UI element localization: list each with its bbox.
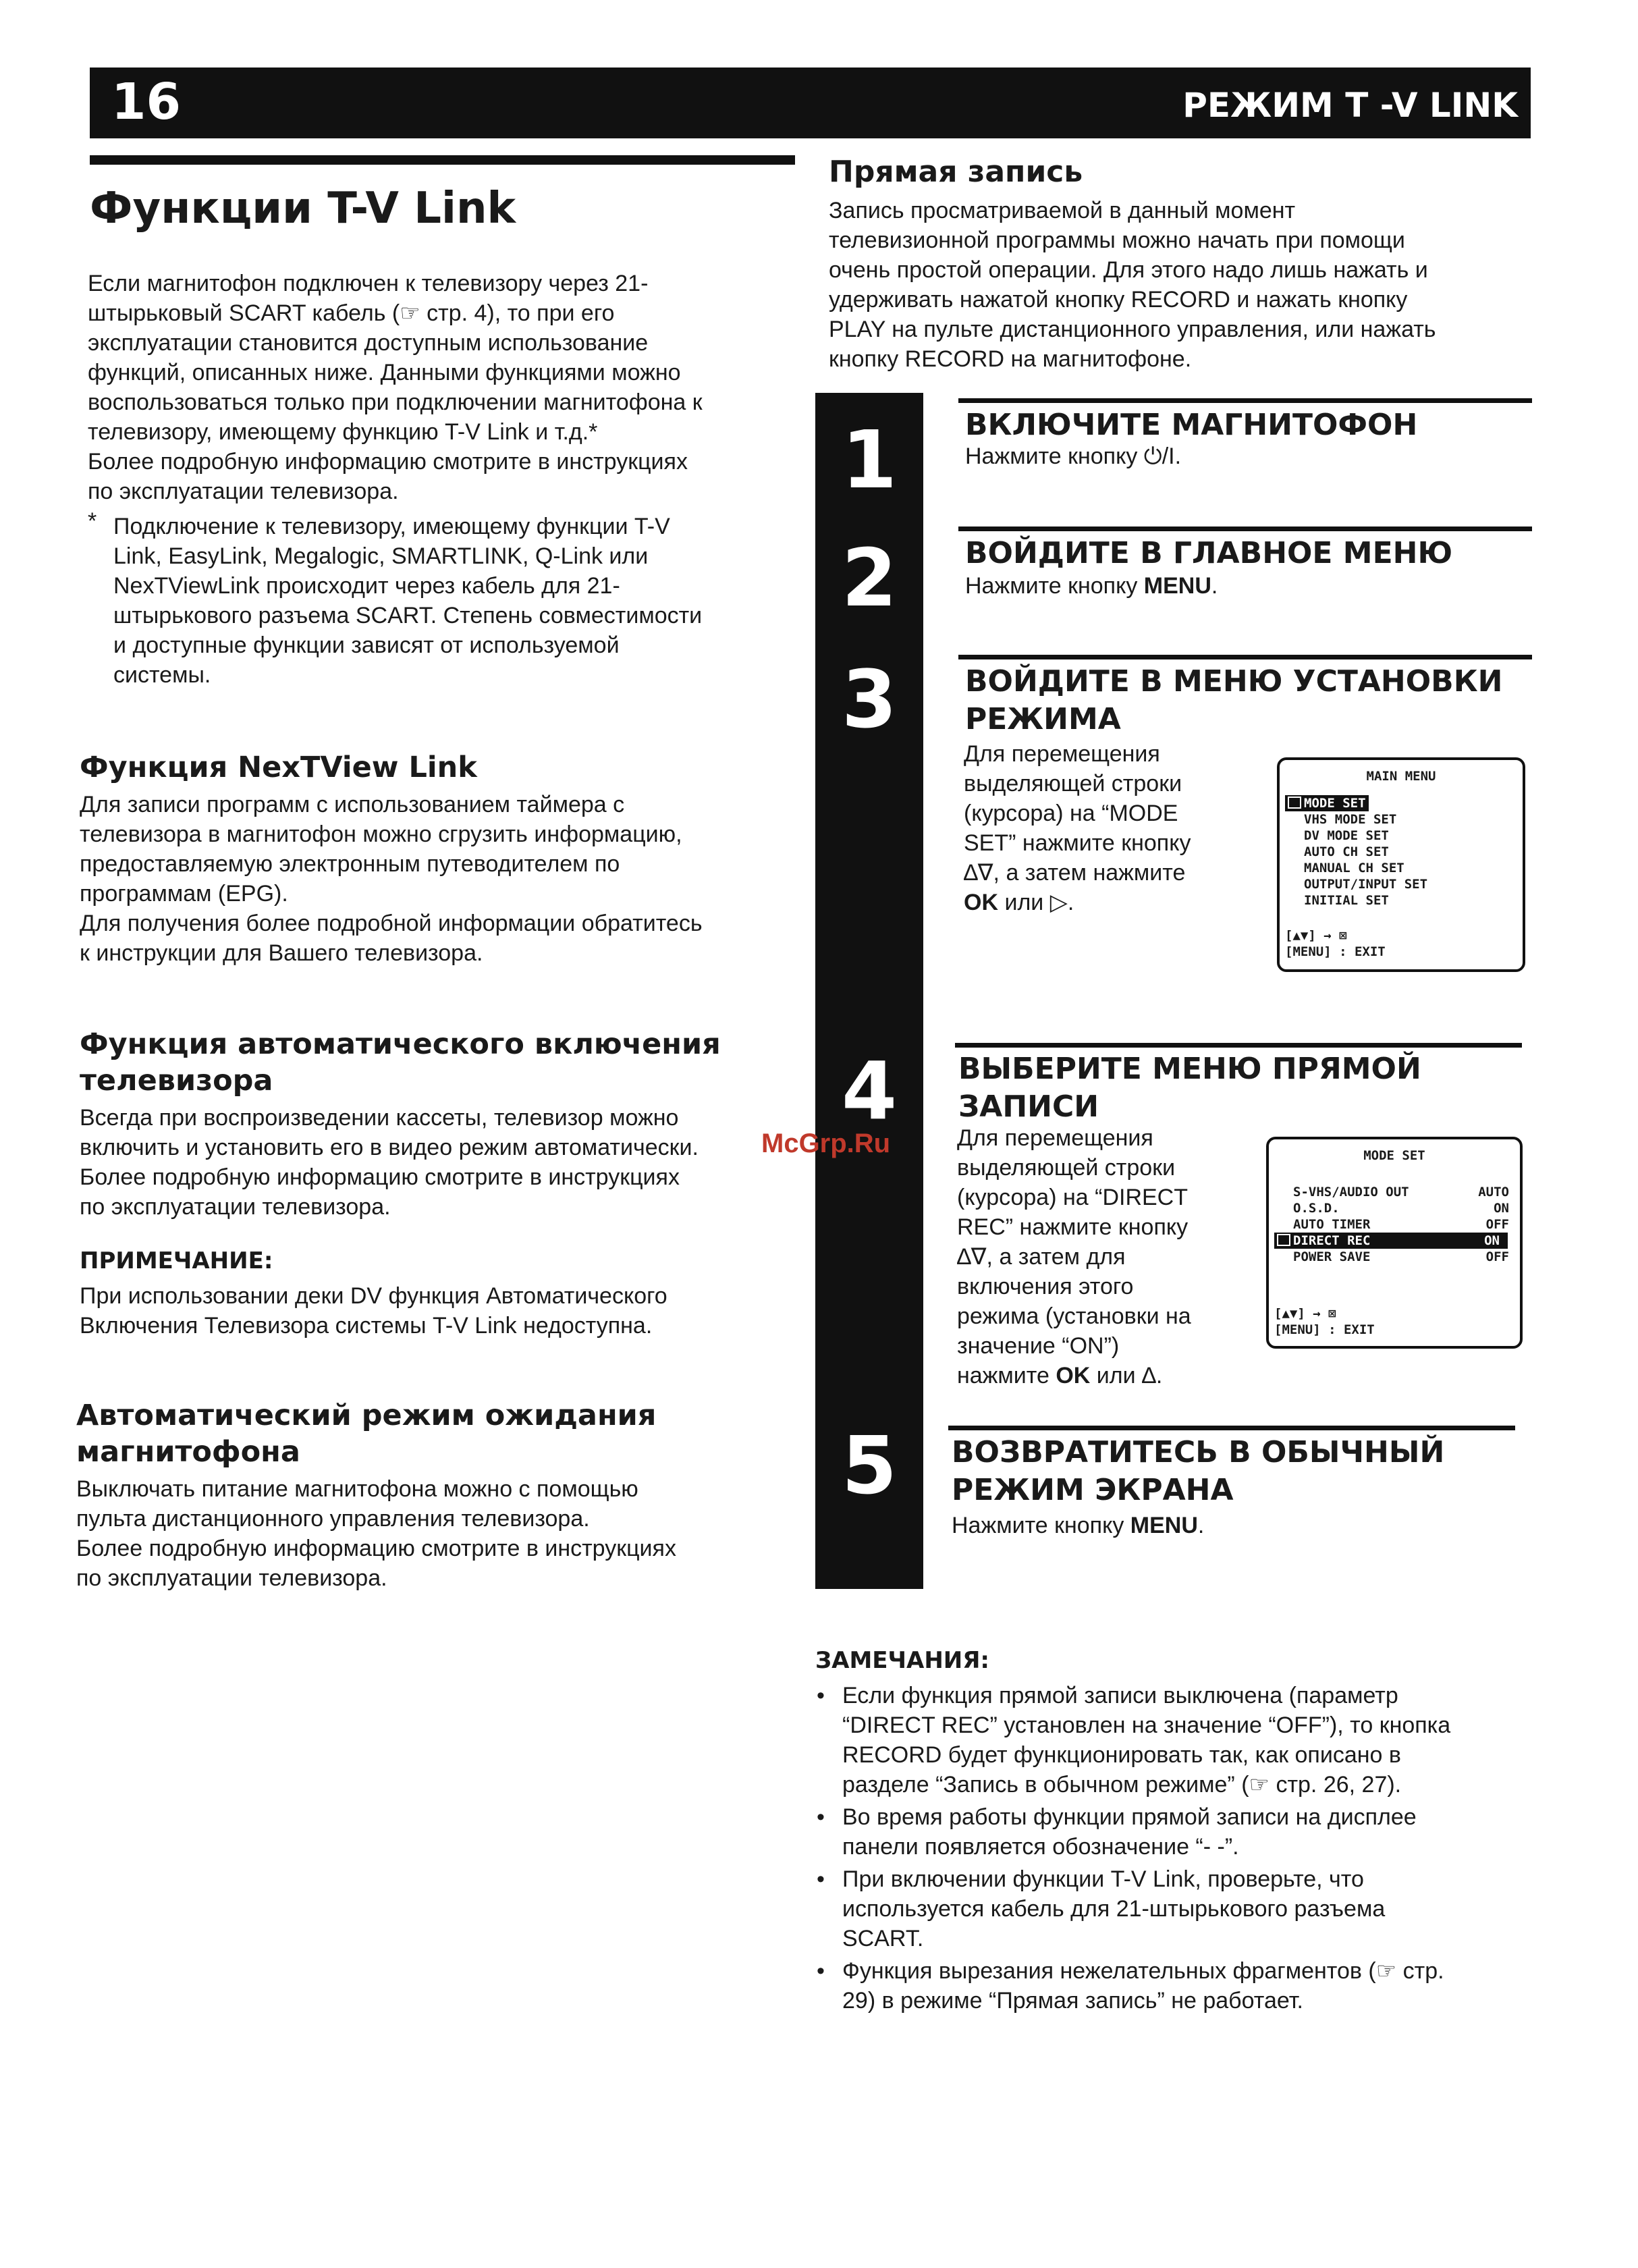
nextview-heading: Функция NexTView Link — [80, 751, 477, 784]
step-4-title: ВЫБЕРИТЕ МЕНЮ ПРЯМОЙ ЗАПИСИ — [958, 1052, 1421, 1124]
mode-set-screen — [1266, 1137, 1523, 1349]
main-menu-item-vhs-mode-set: VHS MODE SET — [1304, 812, 1397, 827]
title-rule — [90, 155, 795, 165]
main-menu-screen — [1277, 757, 1525, 972]
step-5-title: ВОЗВРАТИТЕСЬ В ОБЫЧНЫЙ РЕЖИМ ЭКРАНА — [952, 1435, 1445, 1507]
watermark: McGrp.Ru — [761, 1129, 891, 1158]
note-heading: ПРИМЕЧАНИЕ: — [80, 1247, 273, 1274]
step-4-text: Для перемещения выделяющей строки (курсора) на “DIRECT REC” нажмите кнопку ∆∇, а затем для включения этого режима (установки на значение “ON”) нажмите OK или ∆. — [957, 1125, 1191, 1388]
mode-set-row-value: AUTO — [1478, 1185, 1509, 1199]
autoon-text: Всегда при воспроизведении кассеты, телевизор можно включить и установить его в видео режим автоматически. Более подробную информацию смотрите в инструкциях по эксплуатации телевизора. — [80, 1105, 699, 1220]
step-number-3: 3 — [841, 653, 898, 746]
list-item: • Функция вырезания нежелательных фрагментов (☞ стр. 29) в режиме “Прямая запись” не работает. — [810, 1956, 1532, 2016]
main-menu-item-output-input-set: OUTPUT/INPUT SET — [1304, 877, 1428, 892]
step-number-1: 1 — [841, 413, 898, 506]
list-item: • Если функция прямой записи выключена (параметр “DIRECT REC” установлен на значение “OFF”), то кнопка RECORD будет функционировать так, как описано в разделе “Запись в обычном режиме” (☞ стр. 26, 27). — [810, 1681, 1532, 1800]
main-menu-item-initial-set: INITIAL SET — [1304, 893, 1389, 908]
step-number-2: 2 — [841, 531, 898, 624]
direct-record-text: Запись просматриваемой в данный момент телевизионной программы можно начать при помощи очень простой операции. Для этого надо лишь нажать и удерживать нажатой кнопку RECORD и нажать кнопку PLAY на пульте дистанционного управления, или нажать кнопку RECORD на магнитофоне. — [829, 198, 1436, 372]
direct-record-heading: Прямая запись — [829, 155, 1083, 189]
step-2-text: Нажмите кнопку MENU. — [965, 573, 1218, 599]
standby-text: Выключать питание магнитофона можно с помощью пульта дистанционного управления телевизора. Более подробную информацию смотрите в инструкциях по эксплуатации телевизора. — [76, 1476, 676, 1591]
remarks-heading: ЗАМЕЧАНИЯ: — [815, 1647, 990, 1674]
footnote-text: Подключение к телевизору, имеющему функции T-V Link, EasyLink, Megalogic, SMARTLINK, Q-Link или NexTViewLink происходит через кабель для 21- штырькового разъема SCART. Степень совместимости и доступные функции зависят от используемой системы. — [113, 514, 703, 688]
step-3-rule — [958, 655, 1532, 659]
step-1-rule — [958, 398, 1532, 403]
mode-set-row-label: O.S.D. — [1293, 1201, 1340, 1216]
mode-set-row-label: S-VHS/AUDIO OUT — [1293, 1185, 1409, 1199]
main-menu-title: MAIN MENU — [1366, 769, 1436, 784]
step-2-title: ВОЙДИТЕ В ГЛАВНОЕ МЕНЮ — [965, 536, 1453, 570]
step-number-5: 5 — [841, 1419, 898, 1512]
step-number-4: 4 — [841, 1044, 898, 1137]
step-5-rule — [948, 1426, 1515, 1430]
section-title: РЕЖИМ T -V LINK — [1182, 86, 1518, 125]
step-2-rule — [958, 526, 1532, 531]
page-title: Функции T-V Link — [90, 184, 516, 234]
standby-heading: Автоматический режим ожидания магнитофона — [76, 1399, 657, 1469]
footnote-mark: * — [88, 508, 97, 534]
step-5-text: Нажмите кнопку MENU. — [952, 1513, 1205, 1538]
step-4-rule — [955, 1043, 1522, 1048]
intro-text: Если магнитофон подключен к телевизору через 21- штырьковый SCART кабель (☞ стр. 4), то при его эксплуатации становится доступным использование функций, описанных ниже. Данными функциями можно воспользоваться только при подключении магнитофона к телевизору, имеющему функцию T-V Link и т.д.* Более подробную информацию смотрите в инструкциях по эксплуатации телевизора. — [88, 271, 703, 504]
main-menu-item-auto-ch-set: AUTO CH SET — [1304, 844, 1389, 859]
note-text: При использовании деки DV функция Автоматического Включения Телевизора системы T-V Link недоступна. — [80, 1283, 667, 1339]
list-item: • При включении функции T-V Link, проверьте, что используется кабель для 21-штырькового разъема SCART. — [810, 1864, 1532, 1953]
mode-set-footer-exit: [MENU] : EXIT — [1274, 1322, 1375, 1337]
mode-set-row-value: OFF — [1485, 1249, 1509, 1264]
step-1-text: Нажмите кнопку ⏻/I. — [965, 443, 1182, 469]
step-bar — [815, 393, 923, 1589]
mode-set-row-label: AUTO TIMER — [1293, 1217, 1371, 1232]
main-menu-item-dv-mode-set: DV MODE SET — [1304, 828, 1389, 843]
main-menu-footer-nav: [▲▼] → ⊠ — [1285, 928, 1347, 943]
mode-set-title: MODE SET — [1363, 1148, 1425, 1163]
step-1-title: ВКЛЮЧИТЕ МАГНИТОФОН — [965, 408, 1418, 442]
autoon-heading: Функция автоматического включения телевизора — [80, 1027, 721, 1098]
mode-set-row-value: OFF — [1485, 1217, 1509, 1232]
mode-set-row-direct-rec: DIRECT REC ON — [1274, 1233, 1508, 1249]
mode-set-footer-nav: [▲▼] → ⊠ — [1274, 1306, 1336, 1321]
page-number: 16 — [111, 73, 181, 131]
mode-set-row-value: ON — [1494, 1201, 1509, 1216]
main-menu-item-manual-ch-set: MANUAL CH SET — [1304, 861, 1404, 875]
step-3-title: ВОЙДИТЕ В МЕНЮ УСТАНОВКИ РЕЖИМА — [965, 664, 1503, 736]
main-menu-item-mode-set: MODE SET — [1285, 795, 1369, 811]
main-menu-footer-exit: [MENU] : EXIT — [1285, 944, 1386, 959]
list-item: • Во время работы функции прямой записи на дисплее панели появляется обозначение “- -”. — [810, 1802, 1532, 1862]
mode-set-row-label: POWER SAVE — [1293, 1249, 1371, 1264]
remarks-list — [810, 1681, 1532, 2016]
nextview-text: Для записи программ с использованием таймера с телевизора в магнитофон можно сгрузить информацию, предоставляемую электронным путеводителем по программам (EPG). Для получения более подробной информации обратитесь к инструкции для Вашего телевизора. — [80, 792, 703, 966]
step-3-text: Для перемещения выделяющей строки (курсора) на “MODE SET” нажмите кнопку ∆∇, а затем нажмите OK или ▷. — [964, 741, 1191, 915]
